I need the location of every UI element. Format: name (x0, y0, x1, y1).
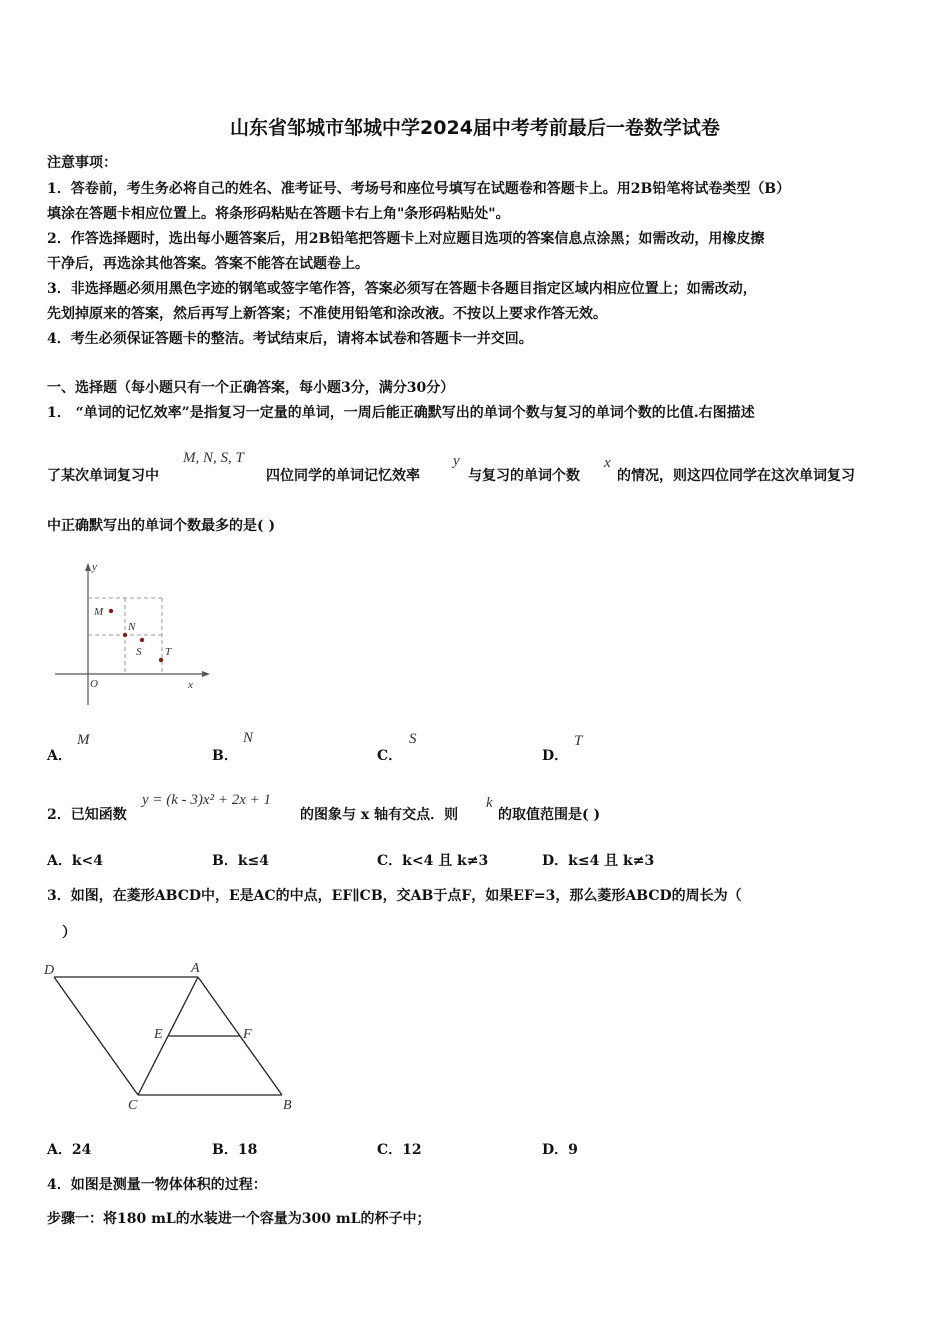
q1-option-c[interactable]: C． (377, 748, 403, 764)
notice-line: 4．考生必须保证答题卡的整洁。考试结束后，请将本试卷和答题卡一并交回。 (47, 331, 533, 347)
vertex-label-b: B (283, 1098, 292, 1113)
notice-heading: 注意事项： (47, 155, 117, 171)
q1-option-d[interactable]: D． (542, 748, 569, 764)
q1-line2-d: 的情况，则这四位同学在这次单词复习 (617, 468, 855, 484)
q1-line2-c: 与复习的单词个数 (468, 468, 580, 484)
q1-option-d-value: T (574, 733, 583, 749)
point-label-e: E (154, 1027, 163, 1042)
q3-rhombus-figure (40, 958, 305, 1118)
q2-option-a[interactable]: A．k<4 (47, 853, 104, 869)
q3-option-d[interactable]: D．9 (542, 1142, 578, 1158)
q1-line2-a: 了某次单词复习中 (47, 468, 159, 484)
vertex-label-d: D (44, 963, 55, 978)
q2-option-c[interactable]: C．k<4 且 k≠3 (377, 853, 489, 869)
q3-option-a[interactable]: A．24 (47, 1142, 92, 1158)
q2-math-k: k (486, 795, 493, 811)
q1-line3: 中正确默写出的单词个数最多的是( ) (47, 518, 276, 534)
graph-label-n: N (128, 621, 136, 633)
page-title: 山东省邹城市邹城中学2024届中考考前最后一卷数学试卷 (230, 117, 720, 139)
edge-dc (54, 977, 138, 1095)
notice-line: 3．非选择题必须用黑色字迹的钢笔或签字笔作答，答案必须写在答题卡各题目指定区域内相应位置上；如需改动， (47, 281, 757, 297)
graph-label-s: S (136, 646, 142, 658)
notice-line: 先划掉原来的答案，然后再写上新答案；不准使用铅笔和涂改液。不按以上要求作答无效。 (47, 306, 607, 322)
q1-option-a-value: M (77, 732, 90, 748)
q2-text-b: 的图象与 x 轴有交点．则 (300, 807, 459, 823)
notice-line: 1．答卷前，考生务必将自己的姓名、准考证号、考场号和座位号填写在试题卷和答题卡上。用2B铅笔将试卷类型（B） (47, 181, 791, 197)
y-axis-arrow (85, 563, 91, 571)
q1-math-names: M, N, S, T (183, 450, 244, 466)
point-s (140, 638, 144, 642)
notice-line: 干净后，再选涂其他答案。答案不能答在试题卷上。 (47, 256, 369, 272)
q4-line2: 步骤一：将180 mL的水装进一个容量为300 mL的杯子中； (47, 1211, 431, 1227)
graph-label-m: M (94, 606, 104, 618)
q1-option-a[interactable]: A． (47, 748, 72, 764)
q2-option-b[interactable]: B．k≤4 (212, 853, 270, 869)
point-t (159, 658, 163, 662)
x-axis-arrow (202, 671, 210, 677)
vertex-label-a: A (191, 961, 200, 976)
graph-label-x: x (188, 679, 193, 691)
vertex-label-c: C (128, 1098, 138, 1113)
q1-math-x: x (604, 455, 611, 471)
notice-line: 2．作答选择题时，选出每小题答案后，用2B铅笔把答题卡上对应题目选项的答案信息点涂黑；如需改动，用橡皮擦 (47, 231, 765, 247)
q1-scatter-graph (50, 560, 210, 710)
graph-label-origin: O (90, 678, 98, 690)
q2-formula: y = (k - 3)x² + 2x + 1 (142, 792, 271, 808)
q1-option-c-value: S (409, 731, 417, 747)
graph-label-t: T (165, 646, 172, 658)
q1-line1: 1． “单词的记忆效率”是指复习一定量的单词，一周后能正确默写出的单词个数与复习的单词个数的比值.右图描述 (47, 405, 755, 421)
q2-text-a: 2．已知函数 (47, 807, 127, 823)
q3-line2: ） (62, 925, 76, 941)
graph-label-y: y (92, 561, 97, 573)
point-label-f: F (243, 1027, 252, 1042)
point-m (109, 609, 113, 613)
q1-option-b[interactable]: B． (212, 748, 238, 764)
q3-line1: 3．如图，在菱形ABCD中，E是AC的中点，EF∥CB，交AB于点F，如果EF=3，那么菱形ABCD的周长为（ (47, 888, 742, 904)
q4-line1: 4．如图是测量一物体体积的过程： (47, 1177, 267, 1193)
q2-text-c: 的取值范围是( ) (498, 807, 601, 823)
point-n (123, 633, 127, 637)
q3-option-b[interactable]: B．18 (212, 1142, 258, 1158)
q3-option-c[interactable]: C．12 (377, 1142, 422, 1158)
section-heading: 一、选择题（每小题只有一个正确答案，每小题3分，满分30分） (47, 380, 455, 396)
notice-line: 填涂在答题卡相应位置上。将条形码粘贴在答题卡右上角"条形码粘贴处"。 (47, 206, 510, 222)
q1-math-y: y (453, 453, 460, 469)
q1-line2-b: 四位同学的单词记忆效率 (266, 468, 420, 484)
q2-option-d[interactable]: D．k≤4 且 k≠3 (542, 853, 655, 869)
q1-option-b-value: N (243, 730, 254, 746)
